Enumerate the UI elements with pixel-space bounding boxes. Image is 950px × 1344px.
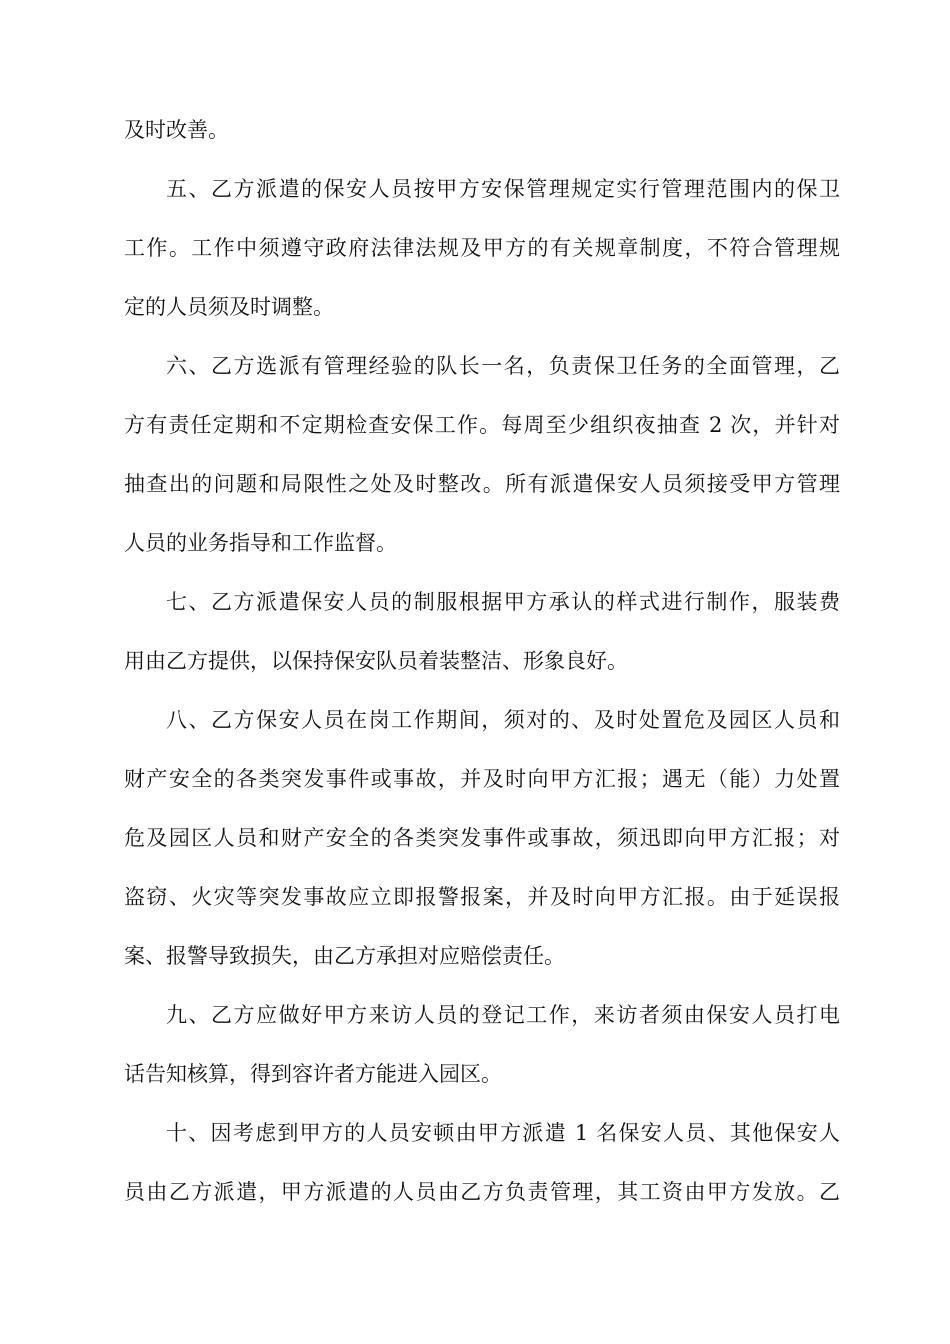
clause-10-line-2: 员由乙方派遣，甲方派遣的人员由乙方负责管理，其工资由甲方发放。乙 [124,1180,840,1204]
clause-8-line-4: 盗窃、火灾等突发事故应立即报警报案，并及时向甲方汇报。由于延误报 [124,885,840,909]
clause-5-line-3: 定的人员须及时调整。 [124,295,334,319]
clause-9-line-1: 九、乙方应做好甲方来访人员的登记工作，来访者须由保安人员打电 [166,1003,840,1027]
clause-8-line-5: 案、报警导致损失，由乙方承担对应赔偿责任。 [124,944,565,968]
clause-5-line-1: 五、乙方派遣的保安人员按甲方安保管理规定实行管理范围内的保卫 [166,177,840,201]
clause-5-line-2: 工作。工作中须遵守政府法律法规及甲方的有关规章制度，不符合管理规 [124,236,840,260]
clause-8-line-3: 危及园区人员和财产安全的各类突发事件或事故，须迅即向甲方汇报；对 [124,826,840,850]
clause-6-line-3: 抽查出的问题和局限性之处及时整改。所有派遣保安人员须接受甲方管理 [124,472,840,496]
text-line: 及时改善。 [124,118,229,142]
clause-7-line-2: 用由乙方提供，以保持保安队员着装整洁、形象良好。 [124,649,628,673]
clause-8-line-2: 财产安全的各类突发事件或事故，并及时向甲方汇报；遇无（能）力处置 [124,767,840,791]
clause-8-line-1: 八、乙方保安人员在岗工作期间，须对的、及时处置危及园区人员和 [166,708,840,732]
clause-6-line-1: 六、乙方选派有管理经验的队长一名，负责保卫任务的全面管理，乙 [166,354,840,378]
clause-6-line-2: 方有责任定期和不定期检查安保工作。每周至少组织夜抽查 2 次，并针对 [124,413,840,437]
clause-6-line-4: 人员的业务指导和工作监督。 [124,531,397,555]
clause-10-line-1: 十、因考虑到甲方的人员安顿由甲方派遣 1 名保安人员、其他保安人 [166,1121,840,1145]
clause-7-line-1: 七、乙方派遣保安人员的制服根据甲方承认的样式进行制作，服装费 [166,590,840,614]
clause-9-line-2: 话告知核算，得到容许者方能进入园区。 [124,1062,502,1086]
